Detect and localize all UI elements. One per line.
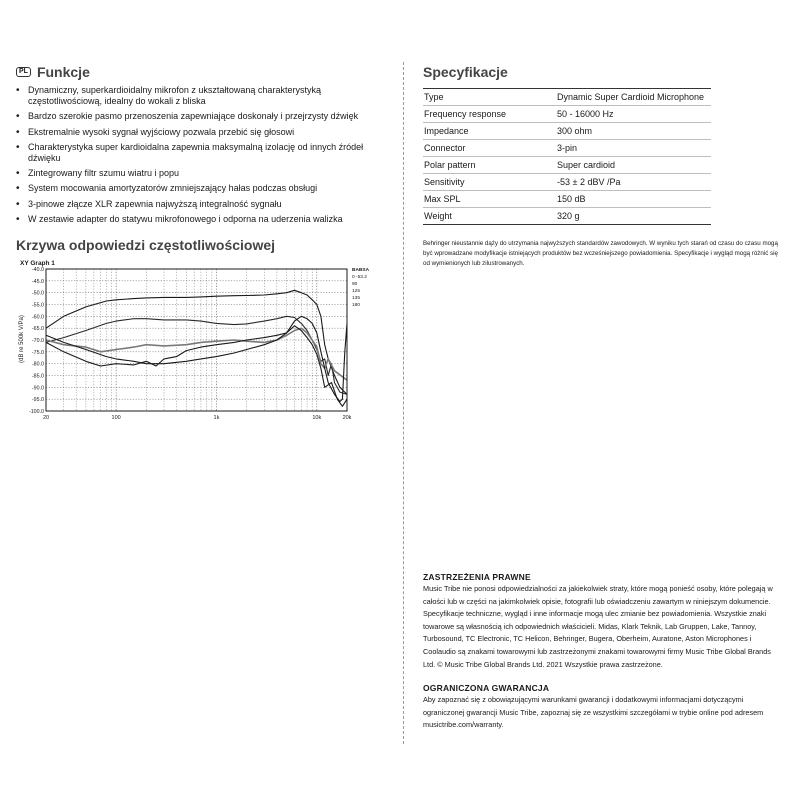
- series-line-125: [46, 328, 347, 380]
- spec-value: 300 ohm: [556, 123, 711, 140]
- list-item: • Zintegrowany filtr szumu wiatru i popu: [16, 168, 388, 179]
- table-row: [423, 89, 711, 106]
- y-tick-labels: [29, 267, 44, 415]
- table-row: [423, 106, 711, 123]
- legal-disclaimer-text: Music Tribe nie ponosi odpowiedzialności za jakiekolwiek straty, które mogą ponieść osoby, które polegają w całości lub w części na jakimkolwiek opisie, fotografii lub oświadczeniu zawartym w niniejszym dokumencie. Specyfikacje techniczne, wygląd i inne informacje mogą ulec zmianie bez powiadomienia. Wszystkie znaki towarowe są własnością ich odpowiednich właścicieli. Midas, Klark Teknik, Lab Gruppen, Lake, Tannoy, Turbosound, TC Electronic, TC Helicon, Behringer, Bugera, Oberheim, Auratone, Aston Microphones i Coolaudio są znakami towarowymi lub zastrzeżonymi znakami towarowymi firmy Music Tribe Global Brands Ltd. © Music Tribe Global Brands Ltd. 2021 Wszystkie prawa zastrzeżone.: [423, 584, 773, 669]
- x-tick-label: 1k: [213, 415, 220, 422]
- x-tick-label: 10k: [312, 415, 322, 422]
- spec-value: 150 dB: [556, 191, 711, 208]
- spec-value: Super cardioid: [556, 157, 711, 174]
- list-item: • W zestawie adapter do statywu mikrofonowego i odporna na uderzenia walizka: [16, 214, 388, 225]
- y-tick-label: -65.0: [31, 326, 44, 333]
- legend-entry: BABSA: [352, 268, 370, 274]
- spec-value: -53 ± 2 dBV /Pa: [556, 174, 711, 191]
- frequency-response-chart: [16, 257, 388, 435]
- chart-grid: [46, 269, 347, 411]
- spec-value: 320 g: [556, 208, 711, 225]
- specifications-table: [423, 88, 711, 225]
- table-row: [423, 123, 711, 140]
- spec-label: Weight: [423, 208, 556, 225]
- y-tick-label: -90.0: [31, 385, 44, 392]
- x-tick-label: 100: [111, 415, 121, 422]
- y-tick-label: -80.0: [31, 361, 44, 368]
- legend-entry: 180: [352, 303, 361, 309]
- features-list: [16, 85, 388, 225]
- spec-label: Max SPL: [423, 191, 556, 208]
- limited-warranty-title: OGRANICZONA GWARANCJA: [423, 683, 550, 693]
- y-tick-label: -60.0: [31, 314, 44, 321]
- chart-title: XY Graph 1: [20, 260, 55, 268]
- table-row: [423, 208, 711, 225]
- chart-section-title: Krzywa odpowiedzi częstotliwościowej: [16, 237, 276, 254]
- table-row: [423, 191, 711, 208]
- y-tick-label: -75.0: [31, 349, 44, 356]
- series-line-135: [46, 326, 347, 407]
- y-tick-label: -55.0: [31, 302, 44, 309]
- modification-note: Behringer nieustannie dąży do utrzymania najwyższych standardów zawodowych. W wyniku tych starań od czasu do czasu mogą być wprowadzane modyfikacje istniejących produktów bez wcześniejszego powiadomienia. Specyfikacje i wygląd mogą różnić się od wymienionych lub zilustrowanych.: [423, 240, 778, 267]
- y-axis-label: (dB re 500k V/Pa): [19, 315, 25, 363]
- y-tick-label: -95.0: [31, 397, 44, 404]
- spec-value: 50 - 16000 Hz: [556, 106, 711, 123]
- spec-label: Frequency response: [423, 106, 556, 123]
- right-column: [423, 64, 783, 269]
- legal-disclaimer-section: [423, 572, 783, 671]
- language-badge: PL: [16, 67, 31, 77]
- list-item: • Bardzo szerokie pasmo przenoszenia zapewniające doskonały i przejrzysty dźwięk: [16, 111, 388, 122]
- chart-legend: [352, 267, 370, 308]
- spec-label: Connector: [423, 140, 556, 157]
- legend-entry: 0 -53.2: [352, 275, 367, 281]
- table-row: [423, 174, 711, 191]
- list-item: • 3-pinowe złącze XLR zapewnia najwyższą integralność sygnału: [16, 199, 388, 210]
- spec-label: Sensitivity: [423, 174, 556, 191]
- column-divider: [403, 62, 404, 744]
- features-heading: [16, 64, 388, 80]
- spec-label: Impedance: [423, 123, 556, 140]
- list-item: • Dynamiczny, superkardioidalny mikrofon z ukształtowaną charakterystyką częstotliwościową, idealny do wokali z bliska: [16, 85, 388, 107]
- specifications-title: Specyfikacje: [423, 64, 508, 80]
- x-tick-labels: [43, 415, 352, 421]
- list-item: • Charakterystyka super kardioidalna zapewnia maksymalną izolację od innych źródeł dźwięku: [16, 142, 388, 164]
- limited-warranty-text: Aby zapoznać się z obowiązującymi warunkami gwarancji i dodatkowymi informacjami dotyczącymi ograniczonej gwarancji Music Tribe, zapoznaj się ze wszystkimi szczegółami w trybie online pod adresem musictribe.com/warranty.: [423, 695, 764, 730]
- y-tick-label: -70.0: [31, 338, 44, 345]
- y-tick-label: -85.0: [31, 373, 44, 380]
- x-tick-label: 20: [42, 415, 50, 422]
- legend-entry: 90: [352, 282, 358, 288]
- list-item: • Ekstremalnie wysoki sygnał wyjściowy pozwala przebić się głosowi: [16, 127, 388, 138]
- list-item: • System mocowania amortyzatorów zmniejszający hałas podczas obsługi: [16, 183, 388, 194]
- y-tick-label: -45.0: [31, 278, 44, 285]
- limited-warranty-section: [423, 683, 783, 732]
- chart-series: [46, 290, 347, 406]
- x-tick-label: 20k: [342, 415, 352, 422]
- y-tick-label: -40.0: [31, 267, 44, 274]
- spec-value: Dynamic Super Cardioid Microphone: [556, 89, 711, 106]
- legal-disclaimer-title: ZASTRZEŻENIA PRAWNE: [423, 572, 531, 582]
- y-tick-label: -100.0: [28, 409, 44, 416]
- table-row: [423, 157, 711, 174]
- table-row: [423, 140, 711, 157]
- legend-entry: 135: [352, 296, 361, 302]
- spec-label: Type: [423, 89, 556, 106]
- left-column: [16, 64, 388, 440]
- spec-label: Polar pattern: [423, 157, 556, 174]
- features-title: Funkcje: [36, 64, 90, 80]
- spec-value: 3-pin: [556, 140, 711, 157]
- legend-entry: 125: [352, 289, 361, 295]
- y-tick-label: -50.0: [31, 290, 44, 297]
